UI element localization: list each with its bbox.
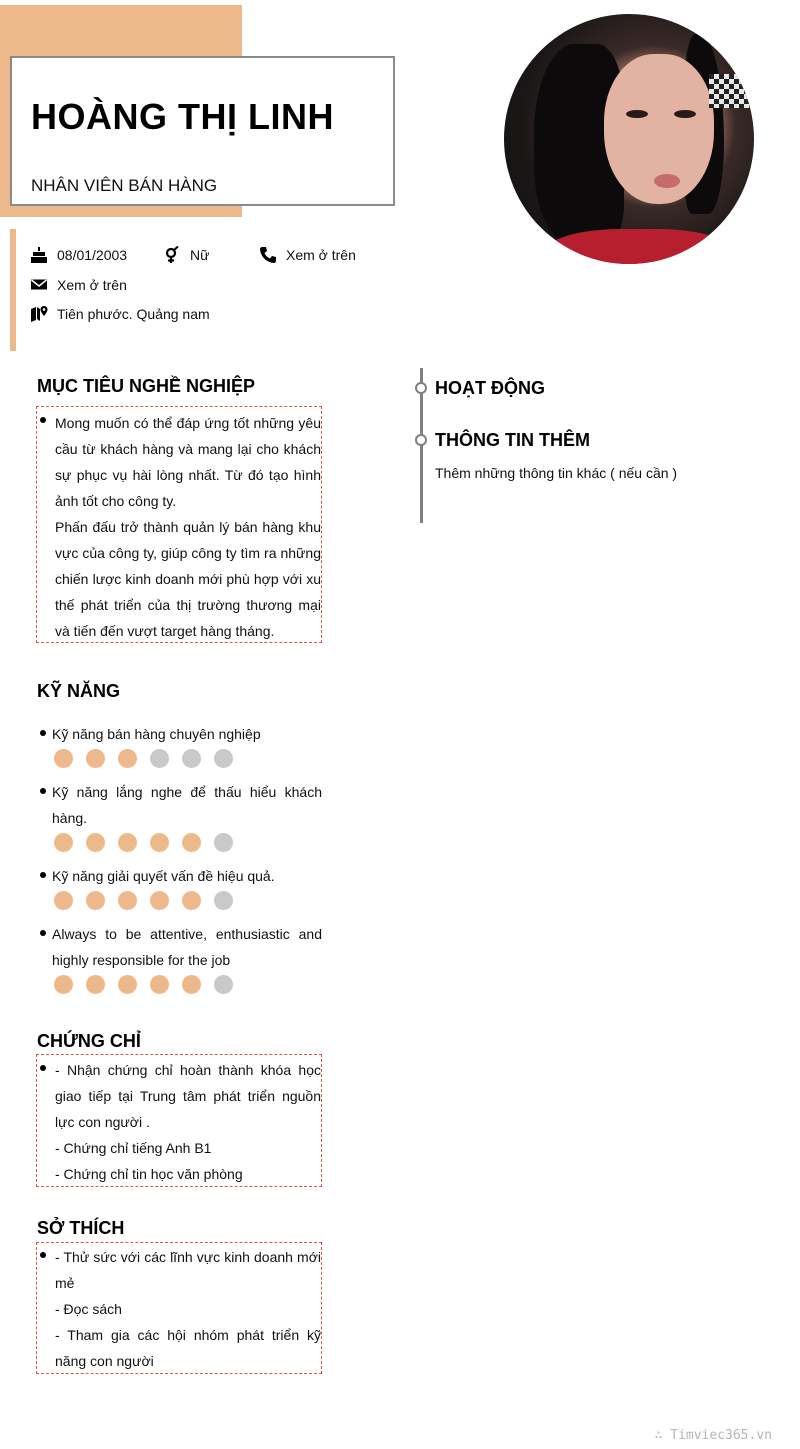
rating-dot-filled	[150, 975, 169, 994]
certificate-line: - Chứng chỉ tin học văn phòng	[55, 1166, 243, 1182]
skill-item	[38, 921, 322, 994]
contact-gender	[163, 246, 209, 264]
skill-label: Kỹ năng bán hàng chuyên nghiệp	[52, 726, 261, 742]
bullet	[40, 788, 46, 794]
skill-rating	[54, 749, 322, 768]
rating-dot-filled	[86, 749, 105, 768]
contact-accent-bar	[10, 229, 16, 351]
rating-dot-empty	[150, 749, 169, 768]
hobbies-title: SỞ THÍCH	[37, 1218, 125, 1238]
rating-dot-filled	[118, 749, 137, 768]
bullet	[40, 930, 46, 936]
skill-rating	[54, 891, 322, 910]
hobbies-box	[36, 1242, 322, 1374]
rating-dot-empty	[214, 891, 233, 910]
rating-dot-filled	[54, 891, 73, 910]
cake-icon	[30, 246, 48, 264]
rating-dot-filled	[118, 975, 137, 994]
rating-dot-filled	[118, 833, 137, 852]
bullet	[40, 872, 46, 878]
hobby-line: - Đọc sách	[55, 1301, 122, 1317]
job-title: NHÂN VIÊN BÁN HÀNG	[31, 176, 218, 195]
watermark: ∴ Timviec365.vn	[654, 1428, 772, 1443]
rating-dot-empty	[214, 833, 233, 852]
objective-paragraph-1: Mong muốn có thể đáp ứng tốt những yêu cầu từ khách hàng và mang lại cho khách sự phục vụ hài lòng nhất. Từ đó tạo hình ảnh tốt cho công ty.	[55, 415, 321, 509]
rating-dot-filled	[150, 891, 169, 910]
skill-item	[38, 721, 322, 768]
bullet	[40, 730, 46, 736]
skill-label: Always to be attentive, enthusiastic and highly responsible for the job	[52, 926, 322, 968]
certificate-line: - Chứng chỉ tiếng Anh B1	[55, 1140, 212, 1156]
avatar	[504, 14, 754, 264]
bullet	[40, 1065, 46, 1071]
skill-rating	[54, 975, 322, 994]
certificates-box	[36, 1054, 322, 1187]
timeline-node	[415, 382, 427, 394]
skill-label: Kỹ năng giải quyết vấn đề hiệu quả.	[52, 868, 275, 884]
rating-dot-filled	[118, 891, 137, 910]
more-info-title: THÔNG TIN THÊM	[435, 430, 590, 450]
gender-value: Nữ	[190, 247, 210, 263]
address-value: Tiên phước. Quảng nam	[57, 306, 210, 322]
rating-dot-filled	[86, 975, 105, 994]
objective-title: MỤC TIÊU NGHỀ NGHIỆP	[37, 376, 256, 396]
email-value: Xem ở trên	[57, 277, 127, 293]
contact-birthday	[30, 246, 127, 264]
rating-dot-filled	[86, 891, 105, 910]
rating-dot-filled	[54, 975, 73, 994]
hobby-line: - Tham gia các hội nhóm phát triển kỹ năng con người	[55, 1327, 321, 1369]
gender-icon	[163, 246, 181, 264]
rating-dot-filled	[150, 833, 169, 852]
rating-dot-empty	[214, 749, 233, 768]
rating-dot-filled	[182, 833, 201, 852]
contact-address	[30, 305, 210, 323]
objective-box	[36, 406, 322, 643]
certificates-title: CHỨNG CHỈ	[37, 1031, 141, 1051]
activities-title: HOẠT ĐỘNG	[435, 378, 545, 398]
rating-dot-filled	[54, 833, 73, 852]
rating-dot-empty	[182, 749, 201, 768]
phone-value: Xem ở trên	[286, 247, 356, 263]
bullet	[40, 417, 46, 423]
bullet	[40, 1252, 46, 1258]
skill-item	[38, 779, 322, 852]
skill-rating	[54, 833, 322, 852]
rating-dot-filled	[54, 749, 73, 768]
certificate-line: - Nhận chứng chỉ hoàn thành khóa học giao tiếp tại Trung tâm phát triển nguồn lực con người .	[55, 1062, 321, 1130]
birthday-value: 08/01/2003	[57, 247, 128, 263]
candidate-name: HOÀNG THỊ LINH	[31, 96, 334, 137]
skill-label: Kỹ năng lắng nghe để thấu hiểu khách hàng.	[52, 784, 322, 826]
hobby-line: - Thử sức với các lĩnh vực kinh doanh mới mẻ	[55, 1249, 321, 1291]
skill-item	[38, 863, 322, 910]
objective-paragraph-2: Phấn đấu trở thành quản lý bán hàng khu vực của công ty, giúp công ty tìm ra những chiến lược kinh doanh mới phù hợp với xu thế phát triển của thị trường thương mại và tiến đến vượt target hàng tháng.	[55, 519, 321, 639]
phone-icon	[259, 246, 277, 264]
name-box	[10, 56, 395, 206]
contact-phone	[259, 246, 356, 264]
rating-dot-empty	[214, 975, 233, 994]
map-pin-icon	[30, 305, 48, 323]
more-info-text: Thêm những thông tin khác ( nếu cần )	[435, 465, 678, 481]
mail-icon	[30, 276, 48, 294]
rating-dot-filled	[182, 891, 201, 910]
rating-dot-filled	[182, 975, 201, 994]
timeline-node	[415, 434, 427, 446]
rating-dot-filled	[86, 833, 105, 852]
contact-email	[30, 276, 127, 294]
skills-title: KỸ NĂNG	[37, 681, 121, 701]
